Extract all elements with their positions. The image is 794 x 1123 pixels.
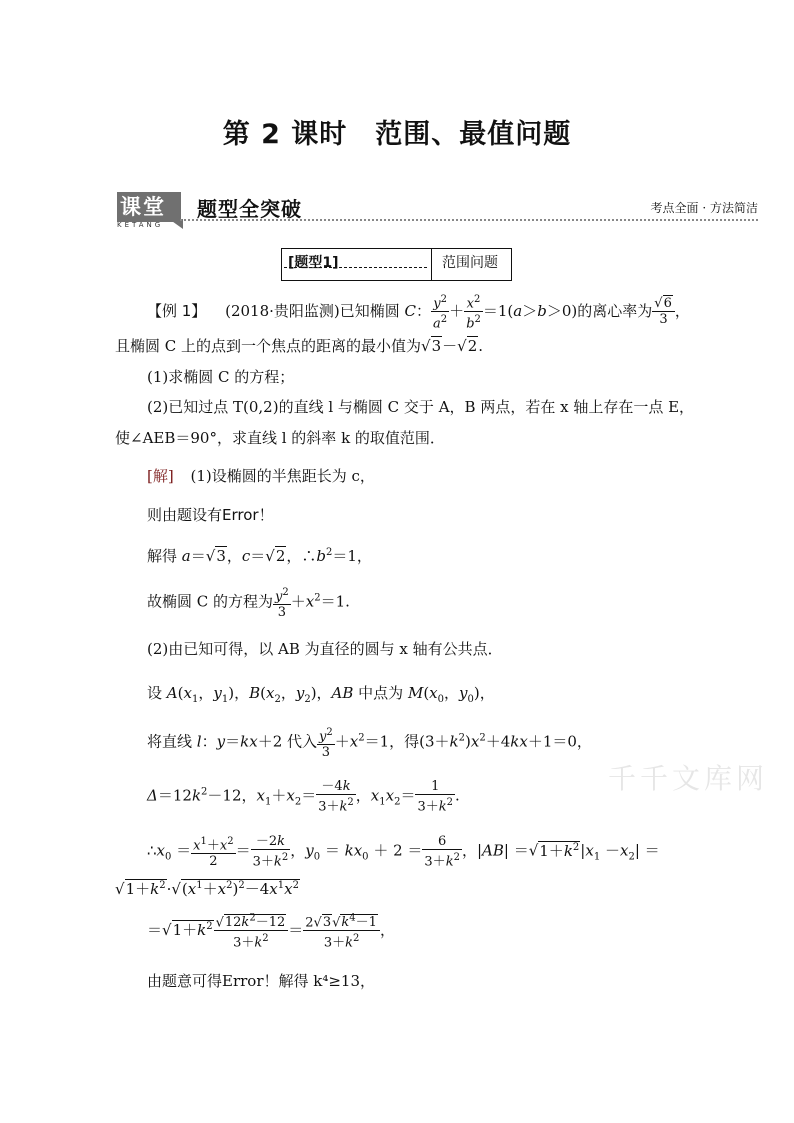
question-1: (1)求椭圆 C 的方程； — [147, 368, 295, 386]
topic-box — [281, 248, 512, 281]
example-line-2: 且椭圆 C 上的点到一个焦点的距离的最小值为√3－√2. — [115, 337, 484, 355]
solution-line-8: $\Delta=12k^2-12$，$x_1+x_2=$ $\frac{-4k}{3+k^2}$ ，$x_1x_2=$ $\frac{1}{3+k^2}$ . — [147, 779, 460, 815]
example-line-1: 【例 1】 (2018·贵阳监测)已知椭圆 C： $\frac{y^2}{a^2}$ ＋ $\frac{x^2}{b^2}$ ＝1(a＞b＞0)的离心率为 $\frac{√6}{3}$ ， — [147, 294, 690, 332]
topic-label: [题型1] — [288, 255, 339, 271]
section-title: 题型全突破 — [197, 197, 302, 221]
section-badge-english: KETANG — [117, 221, 164, 229]
solution-line-9: $\therefore x_0$ ＝ $\frac{x^1+x^2}{2}$ ＝ $\frac{-2k}{3+k^2}$ ，$y_0 = kx_0 + 2$ ＝ $\frac{6}{3+k^2}$ ，$|AB| =√1+k^2|x_1 -x_2|$ ＝ — [147, 834, 660, 870]
topic-name: 范围问题 — [442, 255, 498, 271]
solution-tag: [解] — [147, 467, 174, 485]
question-2b: 使∠AEB＝90°，求直线 l 的斜率 k 的取值范围． — [115, 429, 445, 447]
solution-line-4: 故椭圆 C 的方程为 $\frac{y^2}{3}$ $+x^2=1$. — [147, 587, 350, 621]
watermark: 千千文库网 — [608, 762, 769, 795]
section-badge-text: 课堂 — [120, 195, 166, 219]
solution-line-3: 解得 a＝√3，c＝√2，$\therefore b^2=1$， — [147, 547, 372, 565]
solution-line-6: 设 $A(x_1$，$y_1$)，$B(x_2$，$y_2$)，AB 中点为 $M(x_0$，$y_0$)， — [147, 684, 495, 705]
section-tagline: 考点全面 · 方法简洁 — [650, 201, 758, 215]
question-2a: (2)已知过点 T(0,2)的直线 l 与椭圆 C 交于 A，B 两点，若在 x 轴上存在一点 E， — [147, 398, 695, 416]
solution-line-11: 由题意可得Error！解得 k⁴≥13， — [147, 972, 376, 990]
page-title: 第 2 课时 范围、最值问题 — [222, 119, 572, 150]
topic-dash — [284, 267, 427, 268]
solution-line-1: [解] (1)设椭圆的半焦距长为 c， — [147, 467, 375, 485]
section-divider — [180, 219, 758, 221]
topic-divider — [431, 249, 432, 280]
solution-line-9b: $√1+k^2\cdot√(x^1+x^2)^2-4x^1x^2$ — [115, 880, 299, 898]
solution-line-5: (2)由已知可得，以 AB 为直径的圆与 x 轴有公共点． — [147, 640, 503, 658]
solution-line-10: $=√1+k^2$ $\frac{√12k^2-12}{3+k^2}$ ＝ $\frac{2√3√k^4-1}{3+k^2}$ ， — [147, 913, 395, 951]
solution-line-7: 将直线 l：y＝kx＋2 代入 $\frac{y^2}{3}$ $+x^2=1$，得$(3+k^2)x^2+4kx+1=0$， — [147, 727, 592, 761]
solution-line-2: 则由题设有Error！ — [147, 506, 274, 524]
